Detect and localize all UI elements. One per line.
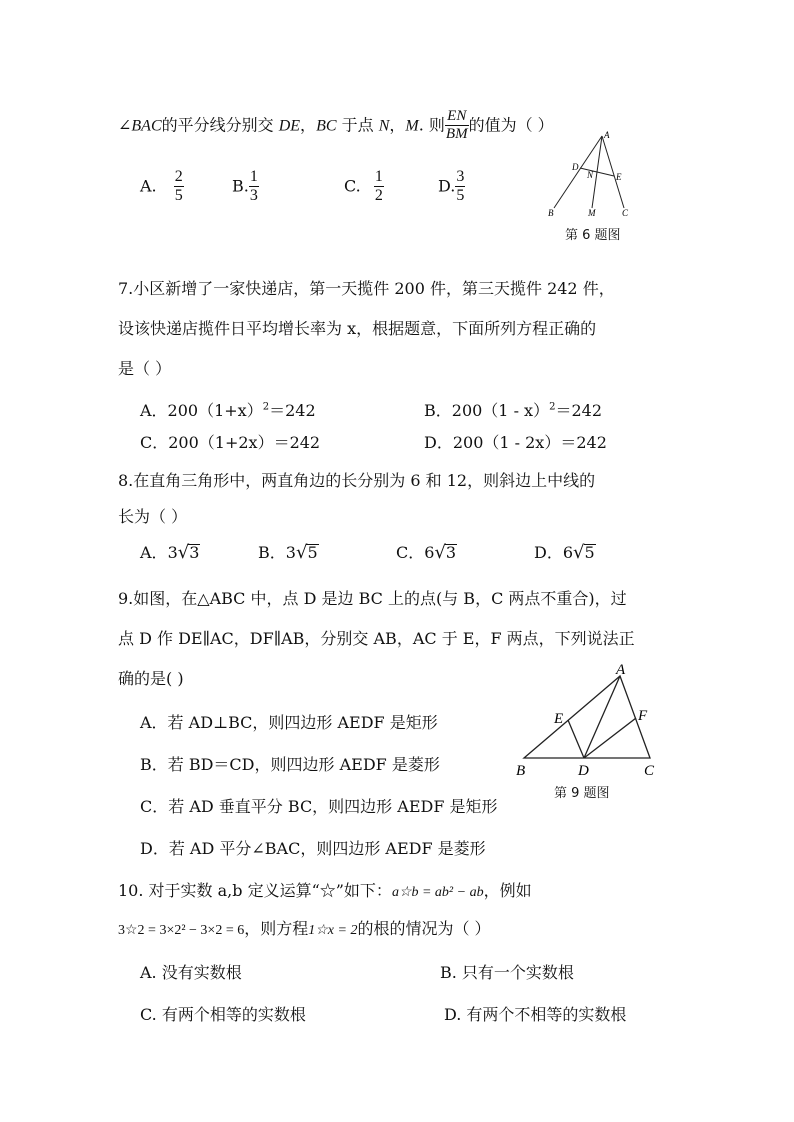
fraction-denominator: 2 bbox=[374, 187, 383, 205]
triangle-abc bbox=[524, 676, 650, 758]
label-m: M bbox=[588, 208, 596, 218]
coefficient: 6 bbox=[424, 543, 435, 562]
q6-option-c bbox=[344, 168, 384, 206]
option-text: A．200（1+x） bbox=[140, 401, 263, 420]
label-d: D bbox=[572, 162, 579, 172]
fraction-denominator: 3 bbox=[249, 187, 258, 205]
fraction-numerator: 1 bbox=[374, 168, 384, 187]
fraction-numerator: 1 bbox=[249, 168, 259, 187]
q10-option-a: A. 没有实数根 bbox=[140, 963, 242, 982]
segment-ad bbox=[584, 676, 620, 758]
fraction-denominator: BM bbox=[445, 126, 468, 143]
q9-figure bbox=[512, 660, 672, 780]
fraction-denominator: 5 bbox=[174, 187, 183, 205]
fraction-numerator: 2 bbox=[174, 168, 184, 187]
label-e: E bbox=[616, 172, 622, 182]
label-b: B bbox=[548, 208, 554, 218]
segment-bc: BC bbox=[316, 117, 337, 135]
q6-text-2: 于点 bbox=[336, 115, 379, 135]
q8-option-d bbox=[534, 540, 596, 563]
fraction-en-bm bbox=[445, 108, 469, 144]
q9-option-b: B．若 BD＝CD，则四边形 AEDF 是菱形 bbox=[140, 755, 440, 774]
q8-line-2: 长为（ ） bbox=[118, 507, 188, 526]
option-fraction bbox=[249, 168, 259, 206]
q7-line-1: 7.小区新增了一家快递店，第一天揽件 200 件，第三天揽件 242 件， bbox=[118, 279, 615, 298]
sqrt-icon: √ bbox=[177, 542, 190, 563]
q9-option-c: C．若 AD 垂直平分 BC，则四边形 AEDF 是矩形 bbox=[140, 797, 498, 816]
q10-text-2: ，例如 bbox=[483, 881, 532, 900]
side-ab bbox=[554, 136, 602, 208]
label-n: N bbox=[587, 170, 594, 180]
q9-option-a: A．若 AD⊥BC，则四边形 AEDF 是矩形 bbox=[140, 713, 438, 732]
label-c: C bbox=[622, 208, 629, 218]
option-letter: D． bbox=[534, 543, 563, 562]
q6-option-b bbox=[232, 168, 259, 206]
segment-df bbox=[584, 718, 636, 758]
fraction-denominator: 5 bbox=[456, 187, 465, 205]
radicand: 5 bbox=[584, 543, 595, 562]
q7-option-a bbox=[140, 398, 316, 421]
q10-text-4: 的根的情况为（ ） bbox=[357, 919, 491, 938]
q10-text-3: ，则方程 bbox=[244, 919, 309, 938]
coefficient: 3 bbox=[167, 543, 178, 562]
q10-example-formula: 3☆2 = 3×2² − 3×2 = 6 bbox=[118, 923, 245, 938]
label-a: A bbox=[616, 662, 626, 678]
option-letter: A． bbox=[140, 543, 168, 562]
radicand: 3 bbox=[189, 543, 200, 562]
q6-figure-caption: 第 6 题图 bbox=[565, 228, 621, 243]
q10-line-2 bbox=[118, 916, 491, 939]
q10-equation: 1☆x = 2 bbox=[308, 923, 358, 938]
q10-text-1: 10. 对于实数 a,b 定义运算“☆”如下： bbox=[118, 881, 392, 900]
option-text-end: ＝242 bbox=[555, 401, 603, 420]
exponent: 2 bbox=[262, 401, 270, 413]
q10-definition-formula: a☆b = ab² − ab bbox=[391, 885, 484, 900]
segment-de: DE bbox=[278, 117, 301, 135]
fraction-numerator: EN bbox=[445, 108, 469, 126]
option-text: B．200（1 - x） bbox=[424, 401, 550, 420]
q7-option-c: C．200（1+2x）＝242 bbox=[140, 433, 321, 452]
q8-option-c bbox=[396, 540, 457, 563]
q7-line-2: 设该快递店揽件日平均增长率为 x，根据题意，下面所列方程正确的 bbox=[118, 319, 597, 338]
q6-comma2: ， bbox=[389, 115, 406, 135]
q6-comma: ， bbox=[300, 115, 317, 135]
q8-line-1: 8.在直角三角形中，两直角边的长分别为 6 和 12，则斜边上中线的 bbox=[118, 471, 596, 490]
q10-option-d: D. 有两个不相等的实数根 bbox=[444, 1005, 627, 1024]
angle-bac: BAC bbox=[131, 117, 162, 135]
q6-option-d bbox=[438, 168, 465, 206]
q6-then: . 则 bbox=[418, 115, 445, 135]
label-c: C bbox=[644, 763, 655, 779]
q9-option-d: D．若 AD 平分∠BAC，则四边形 AEDF 是菱形 bbox=[140, 839, 486, 858]
option-letter: B. bbox=[232, 176, 249, 196]
q10-line-1 bbox=[118, 878, 532, 901]
q9-line-3: 确的是( ) bbox=[118, 669, 184, 688]
option-fraction bbox=[374, 168, 384, 206]
q7-option-b bbox=[424, 398, 602, 421]
label-b: B bbox=[516, 763, 526, 779]
coefficient: 6 bbox=[562, 543, 574, 562]
q6-option-a bbox=[140, 168, 184, 206]
q9-line-1: 9.如图，在△ABC 中，点 D 是边 BC 上的点(与 B，C 两点不重合)，过 bbox=[118, 589, 627, 608]
segment-ed bbox=[568, 720, 584, 758]
option-fraction bbox=[174, 168, 184, 206]
option-letter: B． bbox=[258, 543, 286, 562]
q6-stem bbox=[118, 108, 554, 144]
sqrt-icon: √ bbox=[573, 542, 585, 563]
label-a: A bbox=[604, 130, 610, 140]
radicand: 3 bbox=[445, 543, 457, 562]
label-d: D bbox=[578, 763, 589, 779]
option-letter: C. bbox=[344, 176, 361, 196]
option-text-end: ＝242 bbox=[269, 401, 316, 420]
exponent: 2 bbox=[549, 401, 556, 413]
angle-symbol: ∠ bbox=[118, 115, 132, 135]
radicand: 5 bbox=[307, 543, 318, 562]
q9-line-2: 点 D 作 DE∥AC，DF∥AB，分别交 AB，AC 于 E，F 两点，下列说法正 bbox=[118, 629, 635, 648]
option-letter: A. bbox=[140, 176, 157, 196]
point-n: N bbox=[378, 117, 390, 135]
coefficient: 3 bbox=[285, 543, 296, 562]
label-f: F bbox=[638, 708, 648, 724]
q6-figure bbox=[540, 128, 650, 223]
q8-option-a bbox=[140, 540, 200, 563]
point-m: M bbox=[405, 117, 419, 135]
option-letter: D. bbox=[438, 176, 456, 196]
fraction-numerator: 3 bbox=[455, 168, 465, 187]
label-e: E bbox=[554, 711, 564, 727]
q6-text-3: 的值为（ ） bbox=[468, 115, 554, 135]
sqrt-icon: √ bbox=[434, 542, 446, 563]
q10-option-c: C. 有两个相等的实数根 bbox=[140, 1005, 306, 1024]
option-fraction bbox=[455, 168, 465, 206]
q8-option-b bbox=[258, 540, 319, 563]
q10-option-b: B. 只有一个实数根 bbox=[440, 963, 574, 982]
option-letter: C． bbox=[396, 543, 425, 562]
q7-option-d: D．200（1 - 2x）＝242 bbox=[424, 433, 607, 452]
sqrt-icon: √ bbox=[295, 542, 308, 563]
q9-figure-caption: 第 9 题图 bbox=[554, 786, 610, 801]
q7-line-3: 是（ ） bbox=[118, 359, 172, 378]
q6-text-1: 的平分线分别交 bbox=[161, 115, 279, 135]
